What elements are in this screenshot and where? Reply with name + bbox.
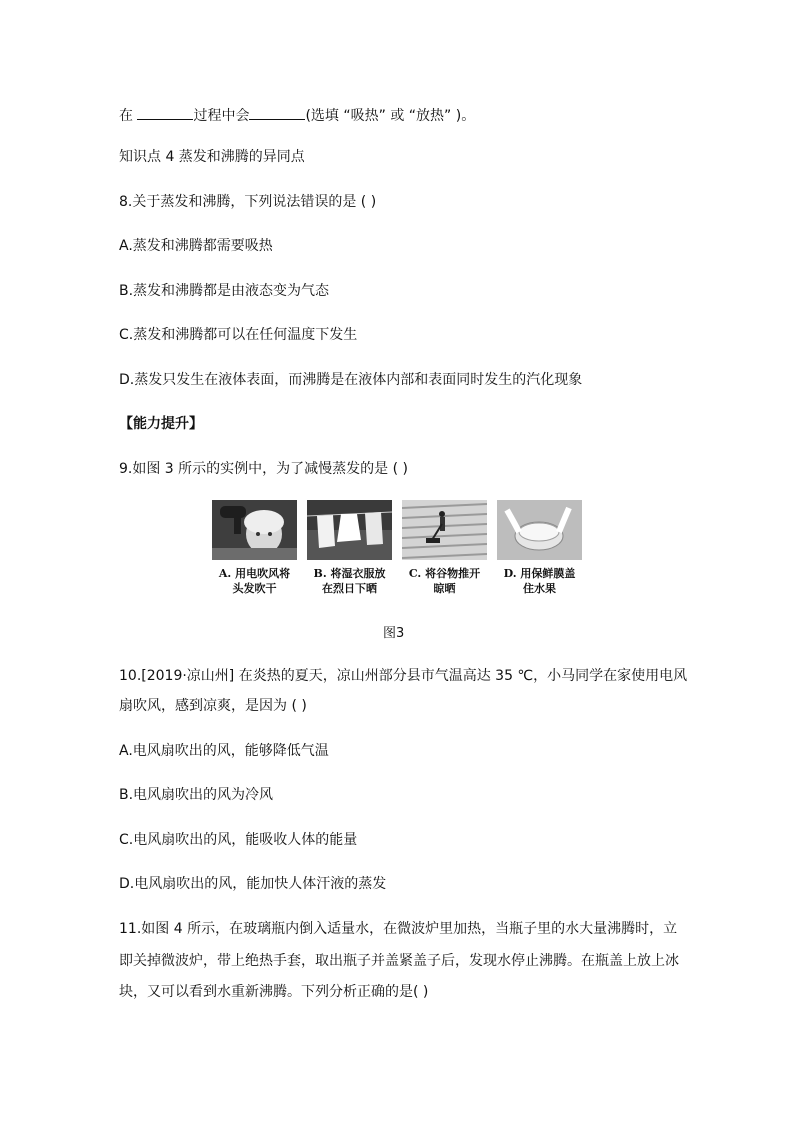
q10-option-a: A.电风扇吹出的风，能够降低气温 — [119, 743, 329, 759]
photo-caption-d: D. 用保鲜膜盖 住水果 — [503, 567, 576, 595]
grain-drying-photo-icon — [402, 500, 487, 560]
hair-dryer-photo-icon — [212, 500, 297, 560]
photo-caption-b: B. 将湿衣服放 在烈日下晒 — [313, 567, 386, 595]
line-text: 在 — [119, 108, 138, 124]
question-8: 8.关于蒸发和沸腾，下列说法错误的是 ( ) — [119, 194, 377, 210]
q10-option-c: C.电风扇吹出的风，能吸收人体的能量 — [119, 832, 358, 848]
photo-option-b — [307, 500, 392, 596]
photo-caption-c: C. 将谷物推开 晾晒 — [408, 567, 481, 595]
answer-blank-2[interactable] — [249, 103, 305, 120]
question-11-cont-1: 即关掉微波炉，带上绝热手套，取出瓶子并盖紧盖子后，发现水停止沸腾。在瓶盖上放上冰 — [119, 953, 679, 969]
plastic-wrap-fruit-photo-icon — [497, 500, 582, 560]
q8-option-d: D.蒸发只发生在液体表面，而沸腾是在液体内部和表面同时发生的汽化现象 — [119, 372, 583, 388]
question-11-cont-2: 块，又可以看到水重新沸腾。下列分析正确的是( ) — [119, 984, 429, 1000]
line-text: (选填 “吸热” 或 “放热” )。 — [305, 108, 476, 124]
figure-3 — [212, 500, 582, 602]
figure-caption: 图3 — [383, 626, 405, 641]
q8-option-b: B.蒸发和沸腾都是由液态变为气态 — [119, 283, 330, 299]
section-heading: 知识点 4 蒸发和沸腾的异同点 — [119, 149, 305, 165]
photo-option-d — [497, 500, 582, 596]
question-10: 10.[2019·凉山州] 在炎热的夏天，凉山州部分县市气温高达 35 ℃，小马同学在家使用电风 — [119, 668, 688, 684]
q10-option-d: D.电风扇吹出的风，能加快人体汗液的蒸发 — [119, 876, 387, 892]
q10-option-b: B.电风扇吹出的风为冷风 — [119, 787, 274, 803]
fill-in-line — [119, 103, 475, 126]
clothes-line-photo-icon — [307, 500, 392, 560]
question-9: 9.如图 3 所示的实例中，为了减慢蒸发的是 ( ) — [119, 461, 408, 477]
photo-option-a — [212, 500, 297, 596]
answer-blank-1[interactable] — [137, 103, 193, 120]
ability-heading: 【能力提升】 — [119, 416, 203, 432]
q8-option-a: A.蒸发和沸腾都需要吸热 — [119, 238, 273, 254]
photo-option-c — [402, 500, 487, 596]
line-text: 过程中会 — [193, 108, 250, 124]
q8-option-c: C.蒸发和沸腾都可以在任何温度下发生 — [119, 327, 358, 343]
photo-caption-a: A. 用电吹风将 头发吹干 — [218, 567, 291, 595]
question-11: 11.如图 4 所示，在玻璃瓶内倒入适量水，在微波炉里加热，当瓶子里的水大量沸腾时，立 — [119, 921, 678, 937]
question-10-cont: 扇吹风，感到凉爽，是因为 ( ) — [119, 698, 307, 714]
